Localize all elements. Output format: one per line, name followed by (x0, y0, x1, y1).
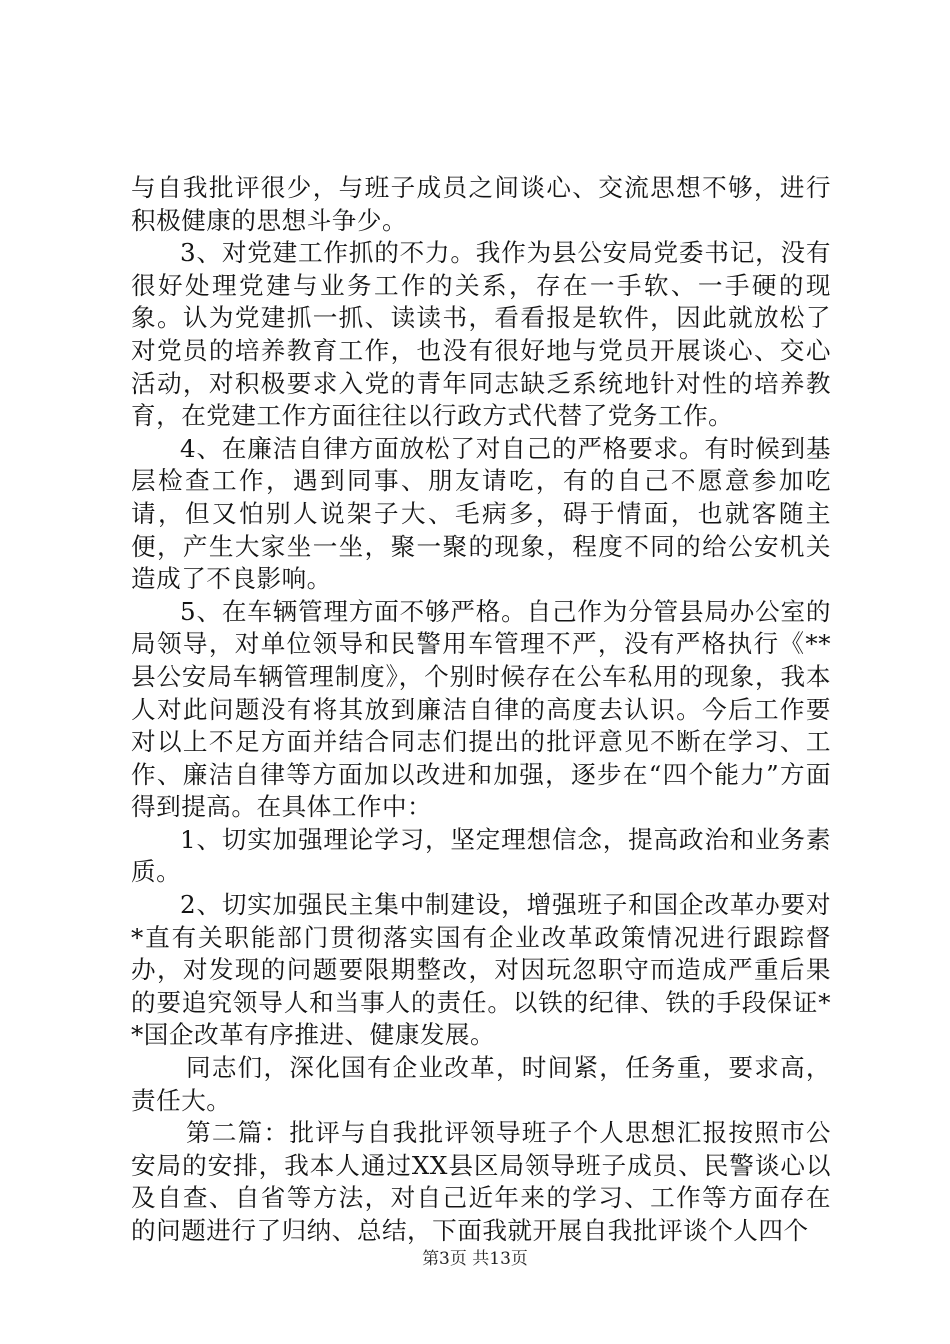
paragraph-measure-2: 2、切实加强民主集中制建设，增强班子和国企改革办要对*直有关职能部门贯彻落实国有企业改革政策情况进行跟踪督办，对发现的问题要限期整改，对因玩忽职守而造成严重后果的要追究领导人和当事人的责任。以铁的纪律、铁的手段保证**国企改革有序推进、健康发展。 (131, 890, 831, 1050)
document-body (131, 172, 831, 1248)
paragraph-item-3: 3、对党建工作抓的不力。我作为县公安局党委书记，没有很好处理党建与业务工作的关系，存在一手软、一手硬的现象。认为党建抓一抓、读读书，看看报是软件，因此就放松了对党员的培养教育工作，也没有很好地与党员开展谈心、交心活动，对积极要求入党的青年同志缺乏系统地针对性的培养教育，在党建工作方面往往以行政方式代替了党务工作。 (131, 238, 831, 431)
paragraph-item-5: 5、在车辆管理方面不够严格。自己作为分管县局办公室的局领导，对单位领导和民警用车管理不严，没有严格执行《**县公安局车辆管理制度》，个别时候存在公车私用的现象，我本人对此问题没有将其放到廉洁自律的高度去认识。今后工作要对以上不足方面并结合同志们提出的批评意见不断在学习、工作、廉洁自律等方面加以改进和加强，逐步在“四个能力”方面得到提高。在具体工作中： (131, 596, 831, 822)
paragraph-measure-1: 1、切实加强理论学习，坚定理想信念，提高政治和业务素质。 (131, 824, 831, 887)
paragraph-item-4: 4、在廉洁自律方面放松了对自己的严格要求。有时候到基层检查工作，遇到同事、朋友请吃，有的自己不愿意参加吃请，但又怕别人说架子大、毛病多，碍于情面，也就客随主便，产生大家坐一坐，聚一聚的现象，程度不同的给公安机关造成了不良影响。 (131, 433, 831, 594)
paragraph-continuation: 与自我批评很少，与班子成员之间谈心、交流思想不够，进行积极健康的思想斗争少。 (131, 173, 831, 235)
paragraph-second-section: 第二篇：批评与自我批评领导班子个人思想汇报按照市公安局的安排，我本人通过XX县区局领导班子成员、民警谈心以及自查、自省等方法，对自己近年来的学习、工作等方面存在的问题进行了归纳、总结，下面我就开展自我批评谈个人四个 (131, 1118, 831, 1245)
paragraph-closing: 同志们，深化国有企业改革，时间紧，任务重，要求高，责任大。 (131, 1053, 831, 1115)
page-number-footer: 第3页 共13页 (422, 1249, 528, 1269)
